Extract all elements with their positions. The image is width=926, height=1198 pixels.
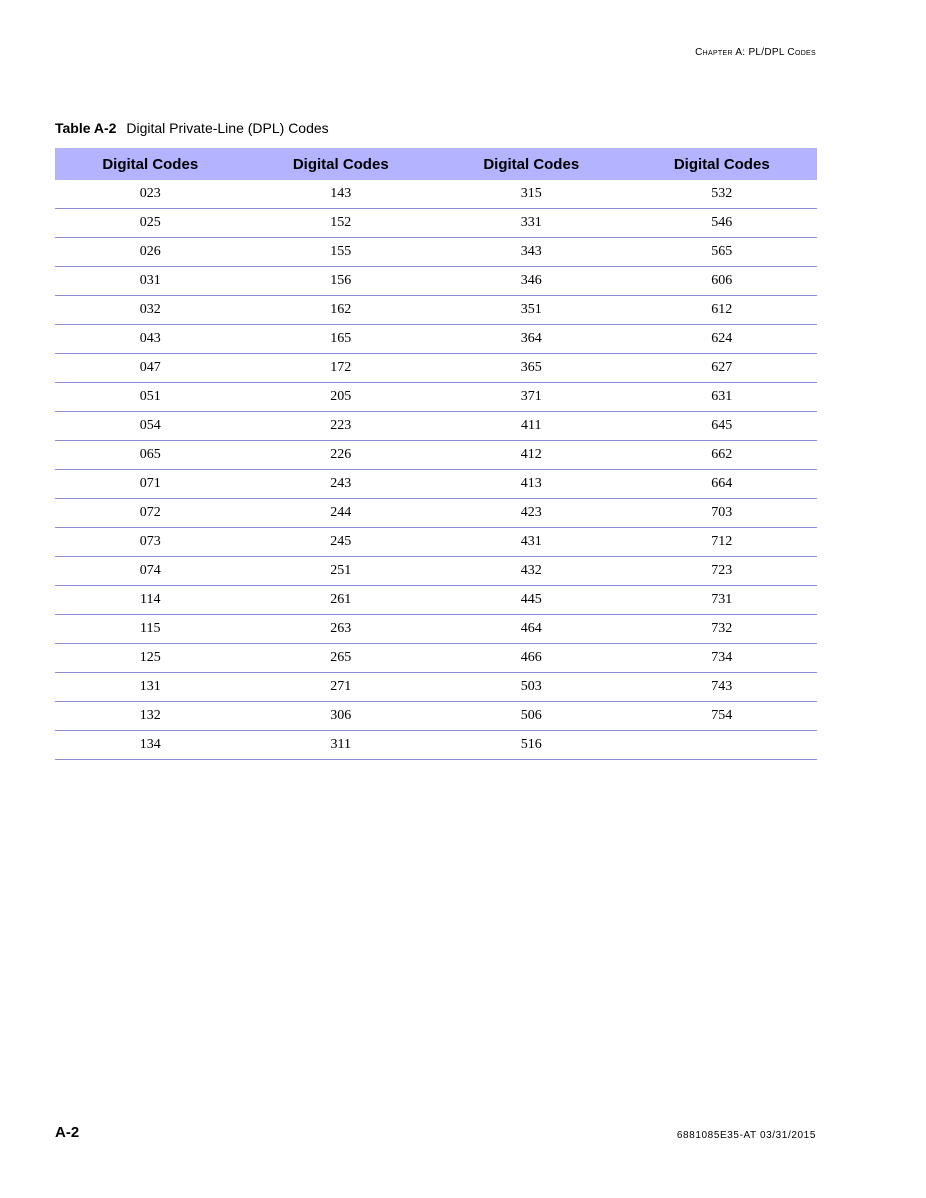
table-row	[55, 731, 817, 760]
table-cell: 054	[55, 412, 246, 441]
table-row	[55, 354, 817, 383]
table-cell: 134	[55, 731, 246, 760]
table-cell: 172	[246, 354, 437, 383]
table-cell: 731	[627, 586, 818, 615]
table-row	[55, 557, 817, 586]
table-cell: 432	[436, 557, 627, 586]
table-cell: 754	[627, 702, 818, 731]
table-cell: 071	[55, 470, 246, 499]
table-cell: 346	[436, 267, 627, 296]
table-cell: 315	[436, 180, 627, 209]
table-cell: 565	[627, 238, 818, 267]
table-cell: 306	[246, 702, 437, 731]
table-cell: 662	[627, 441, 818, 470]
table-cell: 125	[55, 644, 246, 673]
table-cell: 624	[627, 325, 818, 354]
table-cell: 251	[246, 557, 437, 586]
table-cell: 445	[436, 586, 627, 615]
table-number: Table A-2	[55, 120, 117, 136]
table-cell: 131	[55, 673, 246, 702]
table-row	[55, 470, 817, 499]
page-number: A-2	[55, 1124, 80, 1141]
table-cell: 645	[627, 412, 818, 441]
table-cell: 723	[627, 557, 818, 586]
table-row	[55, 325, 817, 354]
table-title: Digital Private-Line (DPL) Codes	[126, 120, 329, 136]
table-row	[55, 296, 817, 325]
table-cell: 051	[55, 383, 246, 412]
table-cell: 664	[627, 470, 818, 499]
table-row	[55, 673, 817, 702]
table-cell: 023	[55, 180, 246, 209]
table-cell: 156	[246, 267, 437, 296]
table-cell: 371	[436, 383, 627, 412]
table-row	[55, 615, 817, 644]
table-caption	[55, 120, 329, 136]
table-cell: 606	[627, 267, 818, 296]
table-cell: 243	[246, 470, 437, 499]
table-body	[55, 180, 817, 760]
table-cell: 165	[246, 325, 437, 354]
table-cell: 532	[627, 180, 818, 209]
table-cell: 065	[55, 441, 246, 470]
table-cell: 364	[436, 325, 627, 354]
table-cell: 265	[246, 644, 437, 673]
table-cell: 365	[436, 354, 627, 383]
table-cell: 412	[436, 441, 627, 470]
table-cell: 631	[627, 383, 818, 412]
table-row	[55, 383, 817, 412]
table-row	[55, 209, 817, 238]
table-cell: 162	[246, 296, 437, 325]
table-cell: 413	[436, 470, 627, 499]
table-cell: 223	[246, 412, 437, 441]
table-cell: 025	[55, 209, 246, 238]
table-cell: 423	[436, 499, 627, 528]
table-row	[55, 267, 817, 296]
table-cell: 072	[55, 499, 246, 528]
table-cell: 132	[55, 702, 246, 731]
column-header: Digital Codes	[436, 148, 627, 180]
table-cell: 351	[436, 296, 627, 325]
table-cell: 043	[55, 325, 246, 354]
table-cell: 115	[55, 615, 246, 644]
table-cell: 506	[436, 702, 627, 731]
table-row	[55, 702, 817, 731]
table-row	[55, 180, 817, 209]
table-cell: 261	[246, 586, 437, 615]
table-row	[55, 412, 817, 441]
table-cell: 155	[246, 238, 437, 267]
table-cell: 734	[627, 644, 818, 673]
table-cell	[627, 731, 818, 760]
column-header: Digital Codes	[55, 148, 246, 180]
table-header-row	[55, 148, 817, 180]
table-row	[55, 528, 817, 557]
dpl-codes-table	[55, 148, 817, 760]
table-cell: 703	[627, 499, 818, 528]
table-cell: 331	[436, 209, 627, 238]
table-row	[55, 441, 817, 470]
table-cell: 627	[627, 354, 818, 383]
table-cell: 263	[246, 615, 437, 644]
table-cell: 464	[436, 615, 627, 644]
running-header	[695, 47, 816, 58]
chapter-title: Chapter A: PL/DPL Codes	[695, 47, 816, 58]
table-cell: 271	[246, 673, 437, 702]
table-cell: 074	[55, 557, 246, 586]
table-cell: 026	[55, 238, 246, 267]
table-cell: 612	[627, 296, 818, 325]
table-cell: 343	[436, 238, 627, 267]
column-header: Digital Codes	[246, 148, 437, 180]
table-cell: 503	[436, 673, 627, 702]
table-cell: 205	[246, 383, 437, 412]
table-cell: 244	[246, 499, 437, 528]
column-header: Digital Codes	[627, 148, 818, 180]
table-cell: 546	[627, 209, 818, 238]
table-cell: 732	[627, 615, 818, 644]
document-id: 6881085E35-AT 03/31/2015	[676, 1130, 816, 1141]
table-cell: 152	[246, 209, 437, 238]
table-row	[55, 586, 817, 615]
table-cell: 245	[246, 528, 437, 557]
table-cell: 114	[55, 586, 246, 615]
table-cell: 143	[246, 180, 437, 209]
table-cell: 073	[55, 528, 246, 557]
table-cell: 226	[246, 441, 437, 470]
table-cell: 431	[436, 528, 627, 557]
table-cell: 516	[436, 731, 627, 760]
table-row	[55, 644, 817, 673]
table-cell: 031	[55, 267, 246, 296]
table-cell: 743	[627, 673, 818, 702]
table-row	[55, 238, 817, 267]
table-cell: 712	[627, 528, 818, 557]
table-cell: 311	[246, 731, 437, 760]
table-cell: 411	[436, 412, 627, 441]
table-row	[55, 499, 817, 528]
table-cell: 047	[55, 354, 246, 383]
table-cell: 032	[55, 296, 246, 325]
table-cell: 466	[436, 644, 627, 673]
